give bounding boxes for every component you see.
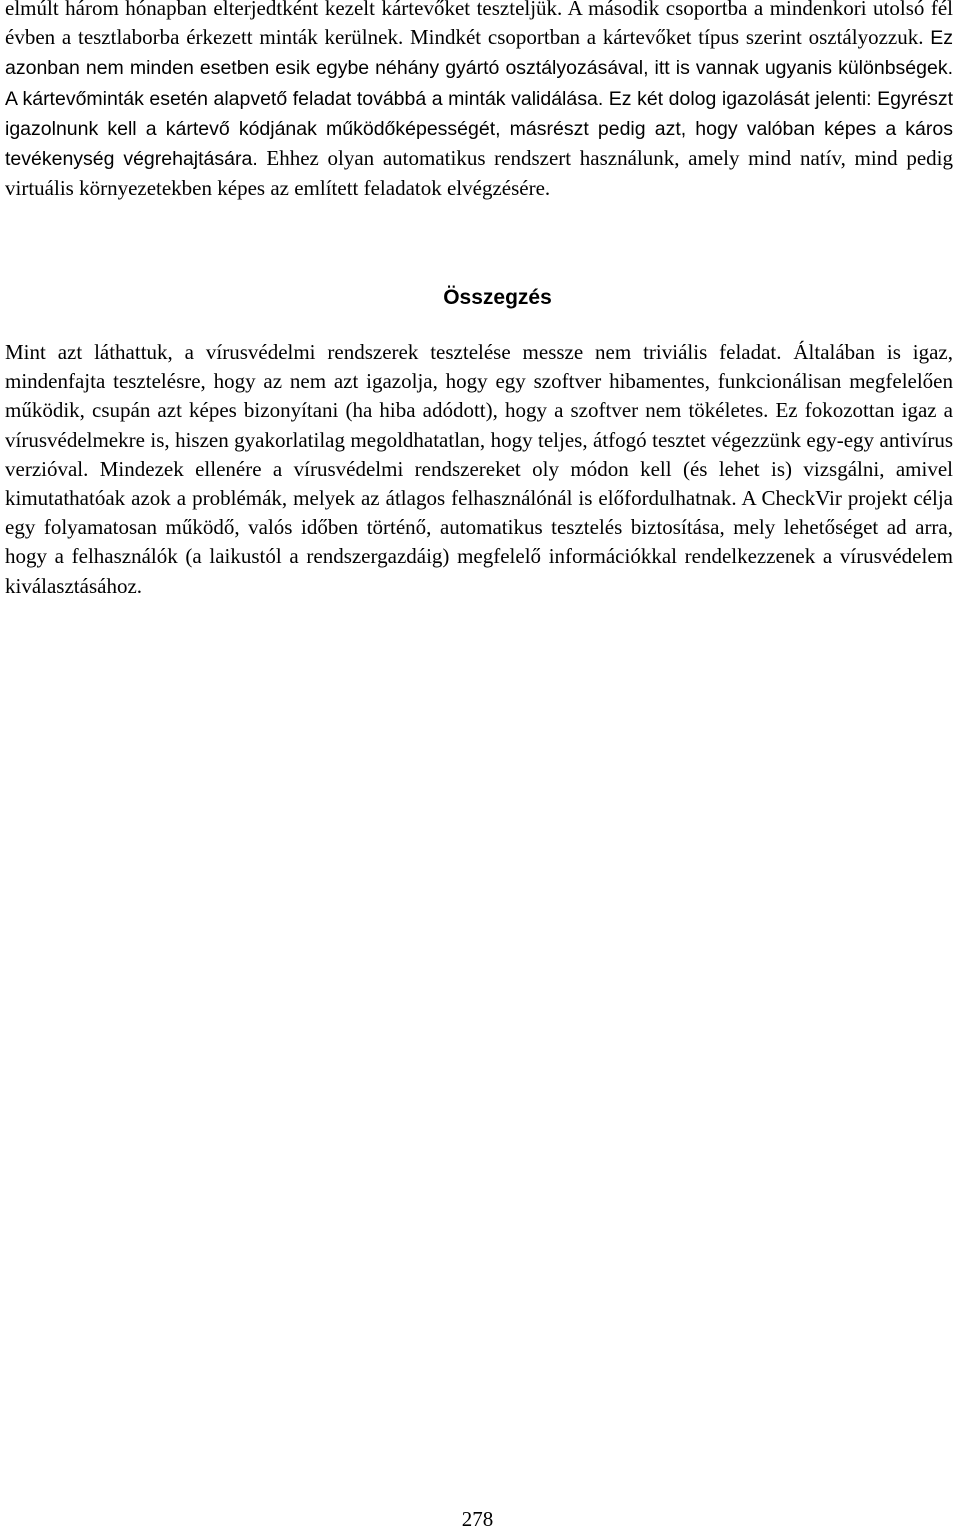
body-paragraph-summary: Mint azt láthattuk, a vírusvédelmi rendszerek tesztelése messze nem triviális feladat. Általában is igaz, mindenfajta tesztelésre, hogy az nem azt igazolja, hogy egy szoftver hibamentes, funkcionálisan megfelelően működik, csupán azt képes bizonyítani (ha hiba adódott), hogy a szoftver nem tökéletes. Ez fokozottan igaz a vírusvédelmekre is, hiszen gyakorlatilag megoldhatatlan, hogy teljes, átfogó tesztet végezzünk egy-egy antivírus verzióval. Mindezek ellenére a vírusvédelmi rendszereket oly módon kell (és lehet is) vizsgálni, amivel kimutathatóak azok a problémák, melyek az átlagos felhasználónál is előfordulhatnak. A CheckVir projekt célja egy folyamatosan működő, valós időben történő, automatikus tesztelés biztosítása, mely lehetőséget ad arra, hogy a felhasználók (a laikustól a rendszergazdáig) megfelelő információkkal rendelkezzenek a vírusvédelem kiválasztásához.: [5, 340, 953, 598]
paragraph-segment: Ez két dolog igazolását jelenti: Egyrészt igazolnunk kell a kártevő kódjának működőképességét, másrészt pedig azt, hogy valóban képes a káros tevékenység végrehajtására.: [5, 87, 953, 171]
section-heading: Összegzés: [443, 286, 552, 309]
paragraph-segment: elmúlt három hónapban elterjedtként kezelt kártevőket teszteljük. A második csoportba a mindenkori utolsó fél évben a tesztlaborba érkezett minták kerülnek. Mindkét csoportban a kártevőket típus szerint osztályozzuk.: [5, 0, 953, 50]
paragraph-segment: Ez azonban nem minden esetben esik egybe néhány gyártó osztályozásával, itt is vannak ugyanis különbségek. A kártevőminták esetén alapvető feladat továbbá a minták validálása.: [5, 27, 953, 110]
paragraph-segment: Ehhez olyan automatikus rendszert használunk, amely mind natív, mind pedig virtuális környezetekben képes az említett feladatok elvégzésére.: [5, 146, 953, 201]
body-paragraph-intro: [5, 0, 953, 203]
page-number: 278: [461, 1507, 494, 1531]
